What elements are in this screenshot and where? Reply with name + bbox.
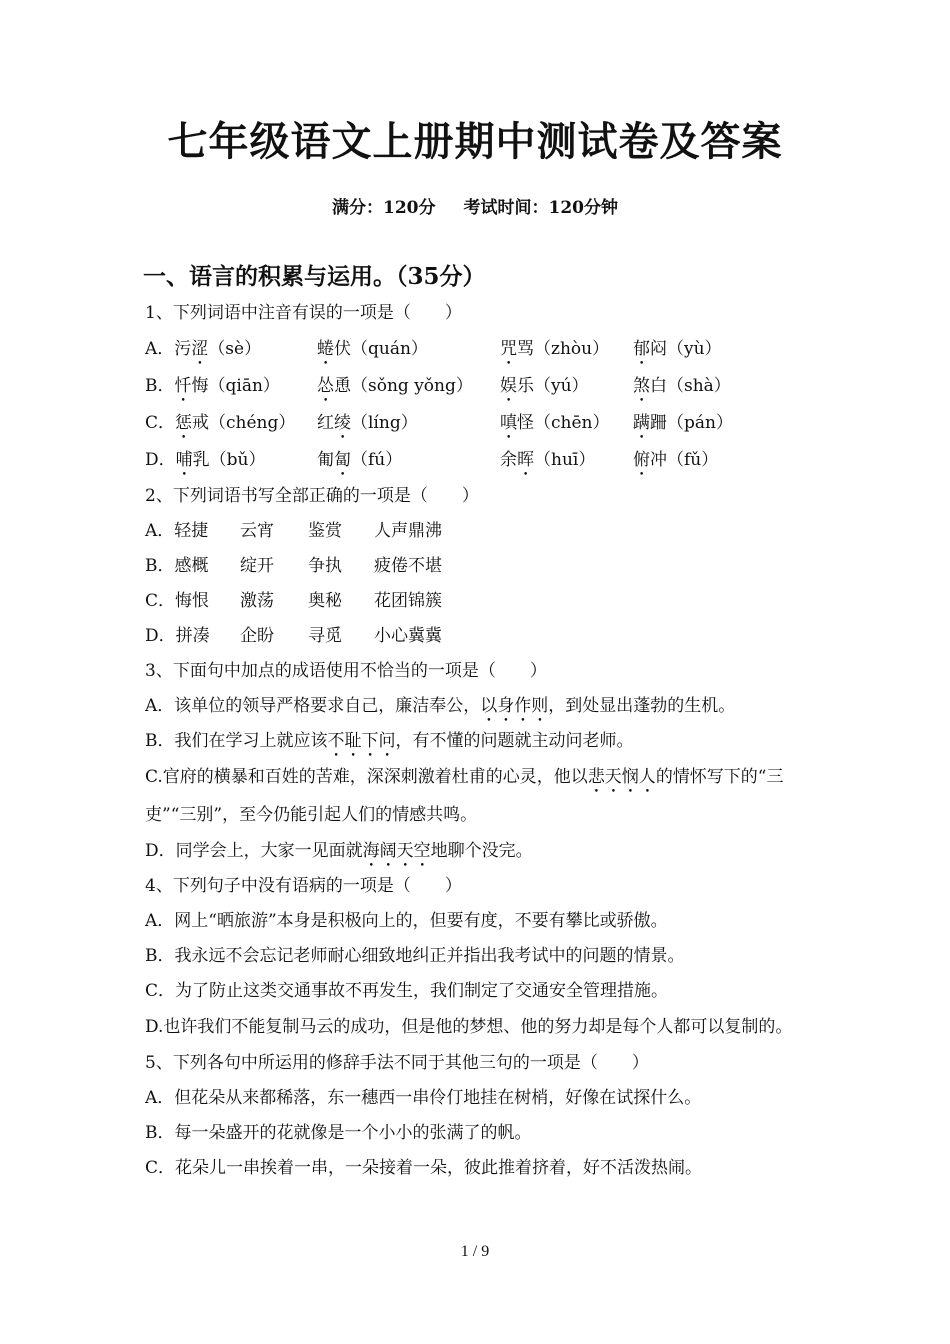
question-3-option-c (145, 759, 815, 834)
section-heading: 一、语言的积累与运用。（35分） (143, 263, 486, 290)
word-option-row (145, 549, 815, 584)
pinyin-item (317, 368, 500, 405)
word-item: 激荡 (240, 591, 274, 611)
item-text: （yù） (667, 339, 722, 359)
item-text: （chēn） (534, 413, 610, 433)
dotted-char: 晖 (517, 450, 534, 470)
word-item: 奥秘 (308, 591, 342, 611)
item-text: 余 (500, 450, 517, 470)
question-3-option-d (145, 834, 815, 869)
document-title: 七年级语文上册期中测试卷及答案 (167, 118, 783, 165)
word-item: 绽开 (240, 556, 274, 576)
item-text: 戒 (192, 413, 210, 433)
exam-time: 考试时间：120分钟 (463, 198, 618, 218)
question-3-option-b (145, 724, 815, 759)
dotted-char: 咒 (500, 339, 517, 359)
question-4-option-c: C．为了防止这类交通事故不再发生，我们制定了交通安全管理措施。 (145, 981, 669, 1001)
text: A．该单位的领导严格要求自己，廉洁奉公， (145, 696, 481, 716)
dotted-char: 忏 (174, 376, 192, 396)
question-5-option-c: C．花朵儿一串挨着一串，一朵接着一朵，彼此推着挤着，好不活泼热闹。 (145, 1158, 703, 1178)
item-text: （fú） (351, 450, 403, 470)
pinyin-row (145, 405, 815, 442)
question-4-option-b: B．我永远不会忘记老师耐心细致地纠正并指出我考试中的问题的情景。 (145, 946, 685, 966)
dotted-char: 郁 (633, 339, 650, 359)
question-4-stem: 4、下列句子中没有语病的一项是（ ） (145, 876, 462, 896)
question-5-option-b: B．每一朵盛开的花就像是一个小小的张满了的帆。 (145, 1123, 532, 1143)
item-text: 怪 (517, 413, 534, 433)
question-4-option-a: A．网上“晒旅游”本身是积极向上的，但要有度，不要有攀比或骄傲。 (145, 911, 668, 931)
dotted-char: 嗔 (500, 413, 517, 433)
item-text: 伏 (334, 339, 351, 359)
item-text: 冲 (650, 450, 667, 470)
dotted-idiom: 海阔天空 (362, 841, 431, 861)
dotted-char: 蹒 (633, 413, 650, 433)
item-text: D． (145, 450, 176, 470)
pinyin-item (500, 405, 633, 442)
item-text: （shà） (667, 376, 731, 396)
question-2-stem: 2、下列词语书写全部正确的一项是（ ） (145, 486, 479, 506)
item-text: 乳 (192, 450, 210, 470)
word-option-row (145, 619, 815, 654)
text: 地聊个没完。 (430, 841, 533, 861)
item-text: （qiān） (208, 376, 280, 396)
pinyin-item (317, 405, 500, 442)
item-text: （sè） (208, 339, 262, 359)
question-5-stem: 5、下列各句中所运用的修辞手法不同于其他三句的一项是（ ） (145, 1053, 649, 1073)
pinyin-row (145, 331, 815, 368)
item-text: 恿 (334, 376, 351, 396)
pinyin-item (317, 331, 500, 368)
question-1-stem: 1、下列词语中注音有误的一项是（ ） (145, 303, 462, 323)
dotted-char: 绫 (334, 413, 351, 433)
item-text: 匍 (317, 450, 334, 470)
question-1-options (145, 331, 815, 479)
dotted-char: 俯 (633, 450, 650, 470)
pinyin-item (500, 442, 633, 479)
word-item: 云宵 (240, 521, 274, 541)
word-item: B．感概 (145, 556, 209, 576)
dotted-char: 煞 (633, 376, 650, 396)
pinyin-item (145, 331, 317, 368)
item-text: 白 (650, 376, 667, 396)
text: C.官府的横暴和百姓的苦难，深深刺激着杜甫的心灵，他以 (145, 767, 588, 787)
item-text: （sǒng yǒng） (351, 376, 473, 396)
item-text: 红 (317, 413, 334, 433)
pinyin-item (500, 368, 633, 405)
dotted-char: 惩 (175, 413, 193, 433)
item-text: 乐 (517, 376, 534, 396)
text: B．我们在学习上就应该 (145, 731, 328, 751)
item-text: （yú） (534, 376, 589, 396)
dotted-idiom: 不耻下问 (327, 731, 396, 751)
full-score: 满分：120分 (332, 198, 436, 218)
item-text: 跚 (650, 413, 667, 433)
item-text: （pán） (667, 413, 733, 433)
dotted-char: 蜷 (317, 339, 334, 359)
text: ，到处显出蓬勃的生机。 (548, 696, 736, 716)
item-text: （huī） (534, 450, 596, 470)
item-text: （bǔ） (209, 450, 266, 470)
question-3-option-a (145, 689, 815, 724)
dotted-char: 娱 (500, 376, 517, 396)
pinyin-row (145, 368, 815, 405)
pinyin-item (145, 368, 317, 405)
dotted-idiom: 以身作则 (480, 696, 549, 716)
question-4-option-d: D.也许我们不能复制马云的成功，但是他的梦想、他的努力却是每个人都可以复制的。 (145, 1017, 793, 1037)
item-text: 悔 (191, 376, 209, 396)
pinyin-item (633, 331, 813, 368)
question-list (145, 296, 815, 1186)
word-item: 企盼 (240, 626, 274, 646)
word-item: 小心冀冀 (374, 626, 442, 646)
text: ，有不懂的问题就主动问老师。 (395, 731, 634, 751)
pinyin-item (145, 442, 317, 479)
dotted-char: 怂 (317, 376, 334, 396)
pinyin-item (633, 442, 813, 479)
item-text: A． (145, 339, 175, 359)
word-item: A．轻捷 (145, 521, 209, 541)
item-text: 骂 (517, 339, 534, 359)
word-item: 鉴赏 (308, 521, 342, 541)
item-text: （chéng） (209, 413, 296, 433)
item-text: 污 (174, 339, 192, 359)
pinyin-item (317, 442, 500, 479)
question-5-option-a: A．但花朵从来都稀落，东一穗西一串伶仃地挂在树梢，好像在试探什么。 (145, 1088, 702, 1108)
item-text: （fǔ） (667, 450, 719, 470)
word-option-row (145, 514, 815, 549)
item-text: （quán） (351, 339, 428, 359)
item-text: （líng） (351, 413, 418, 433)
question-3-stem: 3、下面句中加点的成语使用不恰当的一项是（ ） (145, 661, 547, 681)
dotted-char: 匐 (334, 450, 351, 470)
item-text: C． (145, 413, 176, 433)
text: 的情怀写下的“三吏”“三别”，至今仍能引起人们的情感共鸣。 (145, 767, 784, 825)
exam-info (0, 193, 950, 218)
dotted-char: 涩 (191, 339, 209, 359)
question-2-options (145, 514, 815, 654)
word-item: 花团锦簇 (374, 591, 442, 611)
text: D．同学会上，大家一见面就 (145, 841, 363, 861)
word-item: 疲倦不堪 (374, 556, 442, 576)
word-item: D．拼凑 (145, 626, 210, 646)
pinyin-item (145, 405, 317, 442)
pinyin-item (500, 331, 633, 368)
word-option-row (145, 584, 815, 619)
pinyin-row (145, 442, 815, 479)
dotted-idiom: 悲天悯人 (587, 767, 656, 787)
pinyin-item (633, 405, 813, 442)
page-number: 1 / 9 (460, 1243, 490, 1260)
word-item: 寻觅 (308, 626, 342, 646)
item-text: （zhòu） (534, 339, 610, 359)
dotted-char: 哺 (175, 450, 193, 470)
word-item: 人声鼎沸 (374, 521, 442, 541)
item-text: 闷 (650, 339, 667, 359)
word-item: C．悔恨 (145, 591, 210, 611)
item-text: B． (145, 376, 175, 396)
word-item: 争执 (308, 556, 342, 576)
pinyin-item (633, 368, 813, 405)
